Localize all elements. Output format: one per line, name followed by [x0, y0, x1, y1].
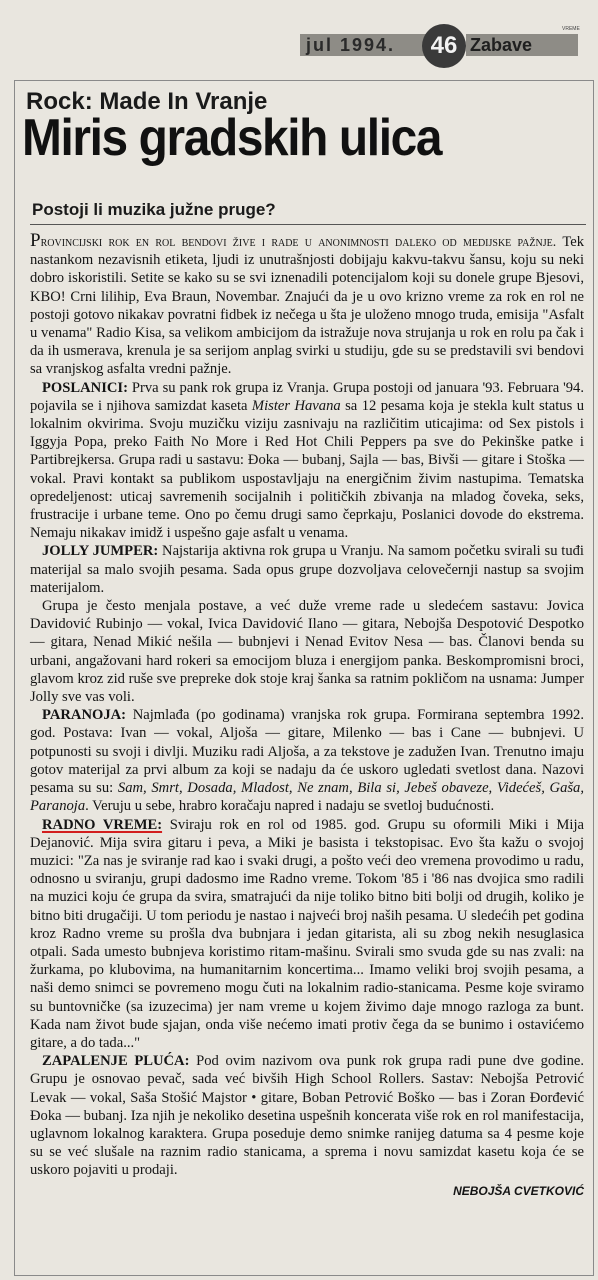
jolly-paragraph-2: Grupa je često menjala postave, a već duže vreme rade u sledećem sastavu: Jovica Davidović Rubinjo — vokal, Ivica Davidović Ilano — gitara, Nebojša Despotović Despotko — gitara, Nenad Mikić nešila — bubnjevi i Nenad Evitov Nesa — bas. Članovi benda su urbani, angažovani hard rokeri sa emocijom bluza i energijom panka. Beskompromisni broci, glavom kroz zid ruše sve prepreke dok stoje kraj šanka sa ratnim pokličom na usnama: Jumper Jolly sve vas voli.	[30, 598, 584, 706]
radno-text: Sviraju rok en rol od 1985. god. Grupu su oformili Miki i Mija Dejanović. Mija svira gitaru i peva, a Miki je basista i tekstopisac. Evo šta kažu o svojoj muzici: "Za nas je sviranje rad kao i svaki drugi, a pošto veći deo vremena provodimo u radu, odnosno u sviranju, grupi dadosmo ime Radno vreme. Tokom '85 i '86 nas dvojica smo radili na muzici koju će grupa da svira, smatrajući da nije toliko bitno biti bolji od drugih, koliko je bitno biti drugačiji. U tom periodu je nastao i najveći broj naših pesama. U sledećih pet godina kroz Radno vreme su prošla dva bubnjara i jedan gitarista, ali su zbog nekih nesuglasica otpali. Sada umesto bubnjeva koristimo ritam-mašinu. Svirali smo svuda gde su nas zvali: na žurkama, po klubovima, na humanitarnim koncertima... Imamo veliki broj svojih pesama, a naši demo snimci se povremeno mogu čuti na lokalnim radio-stanicama. Pesme koje sviramo su buntovničke (sa izuzecima) jer nam vreme u kojem živimo daje mnogo razloga za bunt. Kada nam život bude sjajan, onda više nećemo imati protiv čega da se bunimo i ostavićemo gitare, a do tada..."	[30, 816, 584, 1051]
jolly-paragraph	[30, 542, 584, 597]
article-subtitle: Postoji li muzika južne pruge?	[32, 200, 276, 219]
poslanici-text: Prva su pank rok grupa iz Vranja. Grupa postoji od januara '93. Februara '94. pojavila se i njihova samizdat kaseta	[30, 379, 584, 414]
page-header	[300, 24, 596, 70]
article-title: Miris gradskih ulica	[22, 109, 442, 167]
zapalenje-paragraph	[30, 1052, 584, 1179]
author-byline: NEBOJŠA CVETKOVIĆ	[453, 1183, 584, 1198]
section-label: Zabave	[466, 34, 578, 56]
band-name-poslanici: POSLANICI:	[42, 379, 128, 396]
paranoja-text: Najmlađa (po godinama) vranjska rok grupa. Formirana septembra 1992. god. Postava: Ivan — vokal, Aljoša — gitare, Milenko — bas i Cane — bubnjevi. U potpunosti su svoji i divlji. Muziku radi Aljoša, a za tekstove je zadužen Ivan. Trenutno imaju gotov materijal za prvi album za koji se nadaju da će uskoro ugledati svetlost dana. Nazovi pesama su su:	[30, 707, 584, 797]
article-kicker: Rock: Made In Vranje	[26, 88, 268, 115]
paranoja-text-cont: . Veruju u sebe, hrabro koračaju napred i nadaju se svetloj budućnosti.	[85, 798, 495, 815]
subtitle-divider	[30, 224, 586, 225]
poslanici-text-cont: sa 12 pesama koja je stekla kult status u lokalnim okvirima. Svoju muzičku viziju zasnivaju na različitim uticajima: od Sex pistols i Iggyja Popa, preko Faith No More i Red Hot Chili Peppers pa sve do Pekinške patke i Partibrejkersa. Grupa radi u sastavu: Đoka — bubanj, Sajla — bas, Bivši — gitare i Stoška — vokal. Pravi kontakt sa publikom uspostavljaju na energičnim živim nastupima. Tematska opredeljenost: uticaj savremenih socijalnih i političkih zbivanja na mladog čoveka, seks, frustracije i urbane teme. Ono po čemu drugi samo čeprkaju, Poslanici dovode do ekstrema. Nemaju nikakav imidž i uspešno gaje asfalt u venama.	[30, 397, 584, 542]
band-name-jolly: JOLLY JUMPER:	[42, 543, 159, 560]
page-number-badge: 46	[422, 24, 466, 68]
jolly-text: Najstarija aktivna rok grupa u Vranju. Na samom početku svirali su tuđi materijal sa malo svojih pesama. Sada opus grupe dozvoljava celovečernji nastup sa svojim materijalom.	[30, 543, 584, 596]
band-name-radno-vreme: RADNO VREME:	[42, 816, 163, 833]
poslanici-paragraph	[30, 379, 584, 543]
song-list: Sam, Smrt, Dosada, Mladost, Ne znam, Bila si, Jebeš obaveze, Videćeš, Gaša, Paranoja	[30, 780, 585, 815]
radno-paragraph	[30, 816, 584, 1053]
paranoja-paragraph	[30, 706, 584, 815]
band-name-zapalenje: ZAPALENJE PLUĆA:	[42, 1053, 190, 1070]
album-title: Mister Havana	[251, 397, 341, 414]
zapalenje-text: Pod ovim nazivom ova punk rok grupa radi pune dve godine. Grupu je osnovao pevač, sada već bivših High School Rollers. Sastav: Nebojša Petrović Levak — vokal, Saša Stošić Majstor • gitare, Boban Petrović Boško — bas i Zoran Đorđević Đoka — bubanj. Iza njih je nekoliko desetina uspešnih koncerata više rok en rol manifestacija, uglavnom lokalnog karaktera. Grupa poseduje demo snimke ranijeg datuma sa 4 pesme koje su se već slušale na raznim radio stanicama, a sprema i novu samizdat kasetu koja će se uskoro pojaviti u prodaji.	[30, 1053, 584, 1179]
article-body	[30, 232, 584, 1200]
drop-cap: P	[30, 230, 41, 251]
intro-paragraph	[30, 232, 584, 379]
intro-text: Tek nastankom nezavisnih etiketa, ljudi iz unutrašnjosti dobijaju kakvu-takvu šansu, koju su neki dobro iskoristili. Setite se kako su se svi iznenadili potencijalom koji su donele grupe Bjesovi, KBO! Crni lilihip, Eva Braun, Novembar. Znajući da je u ovo krizno vreme za rok en rol ne postoji gotovo nikakav povratni fidbek iz nečega u šta je uloženo mnogo truda, emisija "Asfalt u venama" Radio Kisa, sa velikom ambicijom da istražuje nova strujanja u rok en rolu pa čak i da ih usmerava, krenula je sa serijom anplag svirki u studiju, gde su se predstavili svi bendovi sa vranjskog asfalta vredni pažnje.	[30, 234, 584, 378]
intro-smallcaps: rovincijski rok en rol bendovi žive i rade u anonimnosti daleko od medijske pažnje.	[40, 234, 557, 249]
issue-date: jul 1994.	[300, 34, 430, 56]
magazine-mark: VREME	[562, 26, 580, 32]
band-name-paranoja: PARANOJA:	[42, 707, 127, 724]
